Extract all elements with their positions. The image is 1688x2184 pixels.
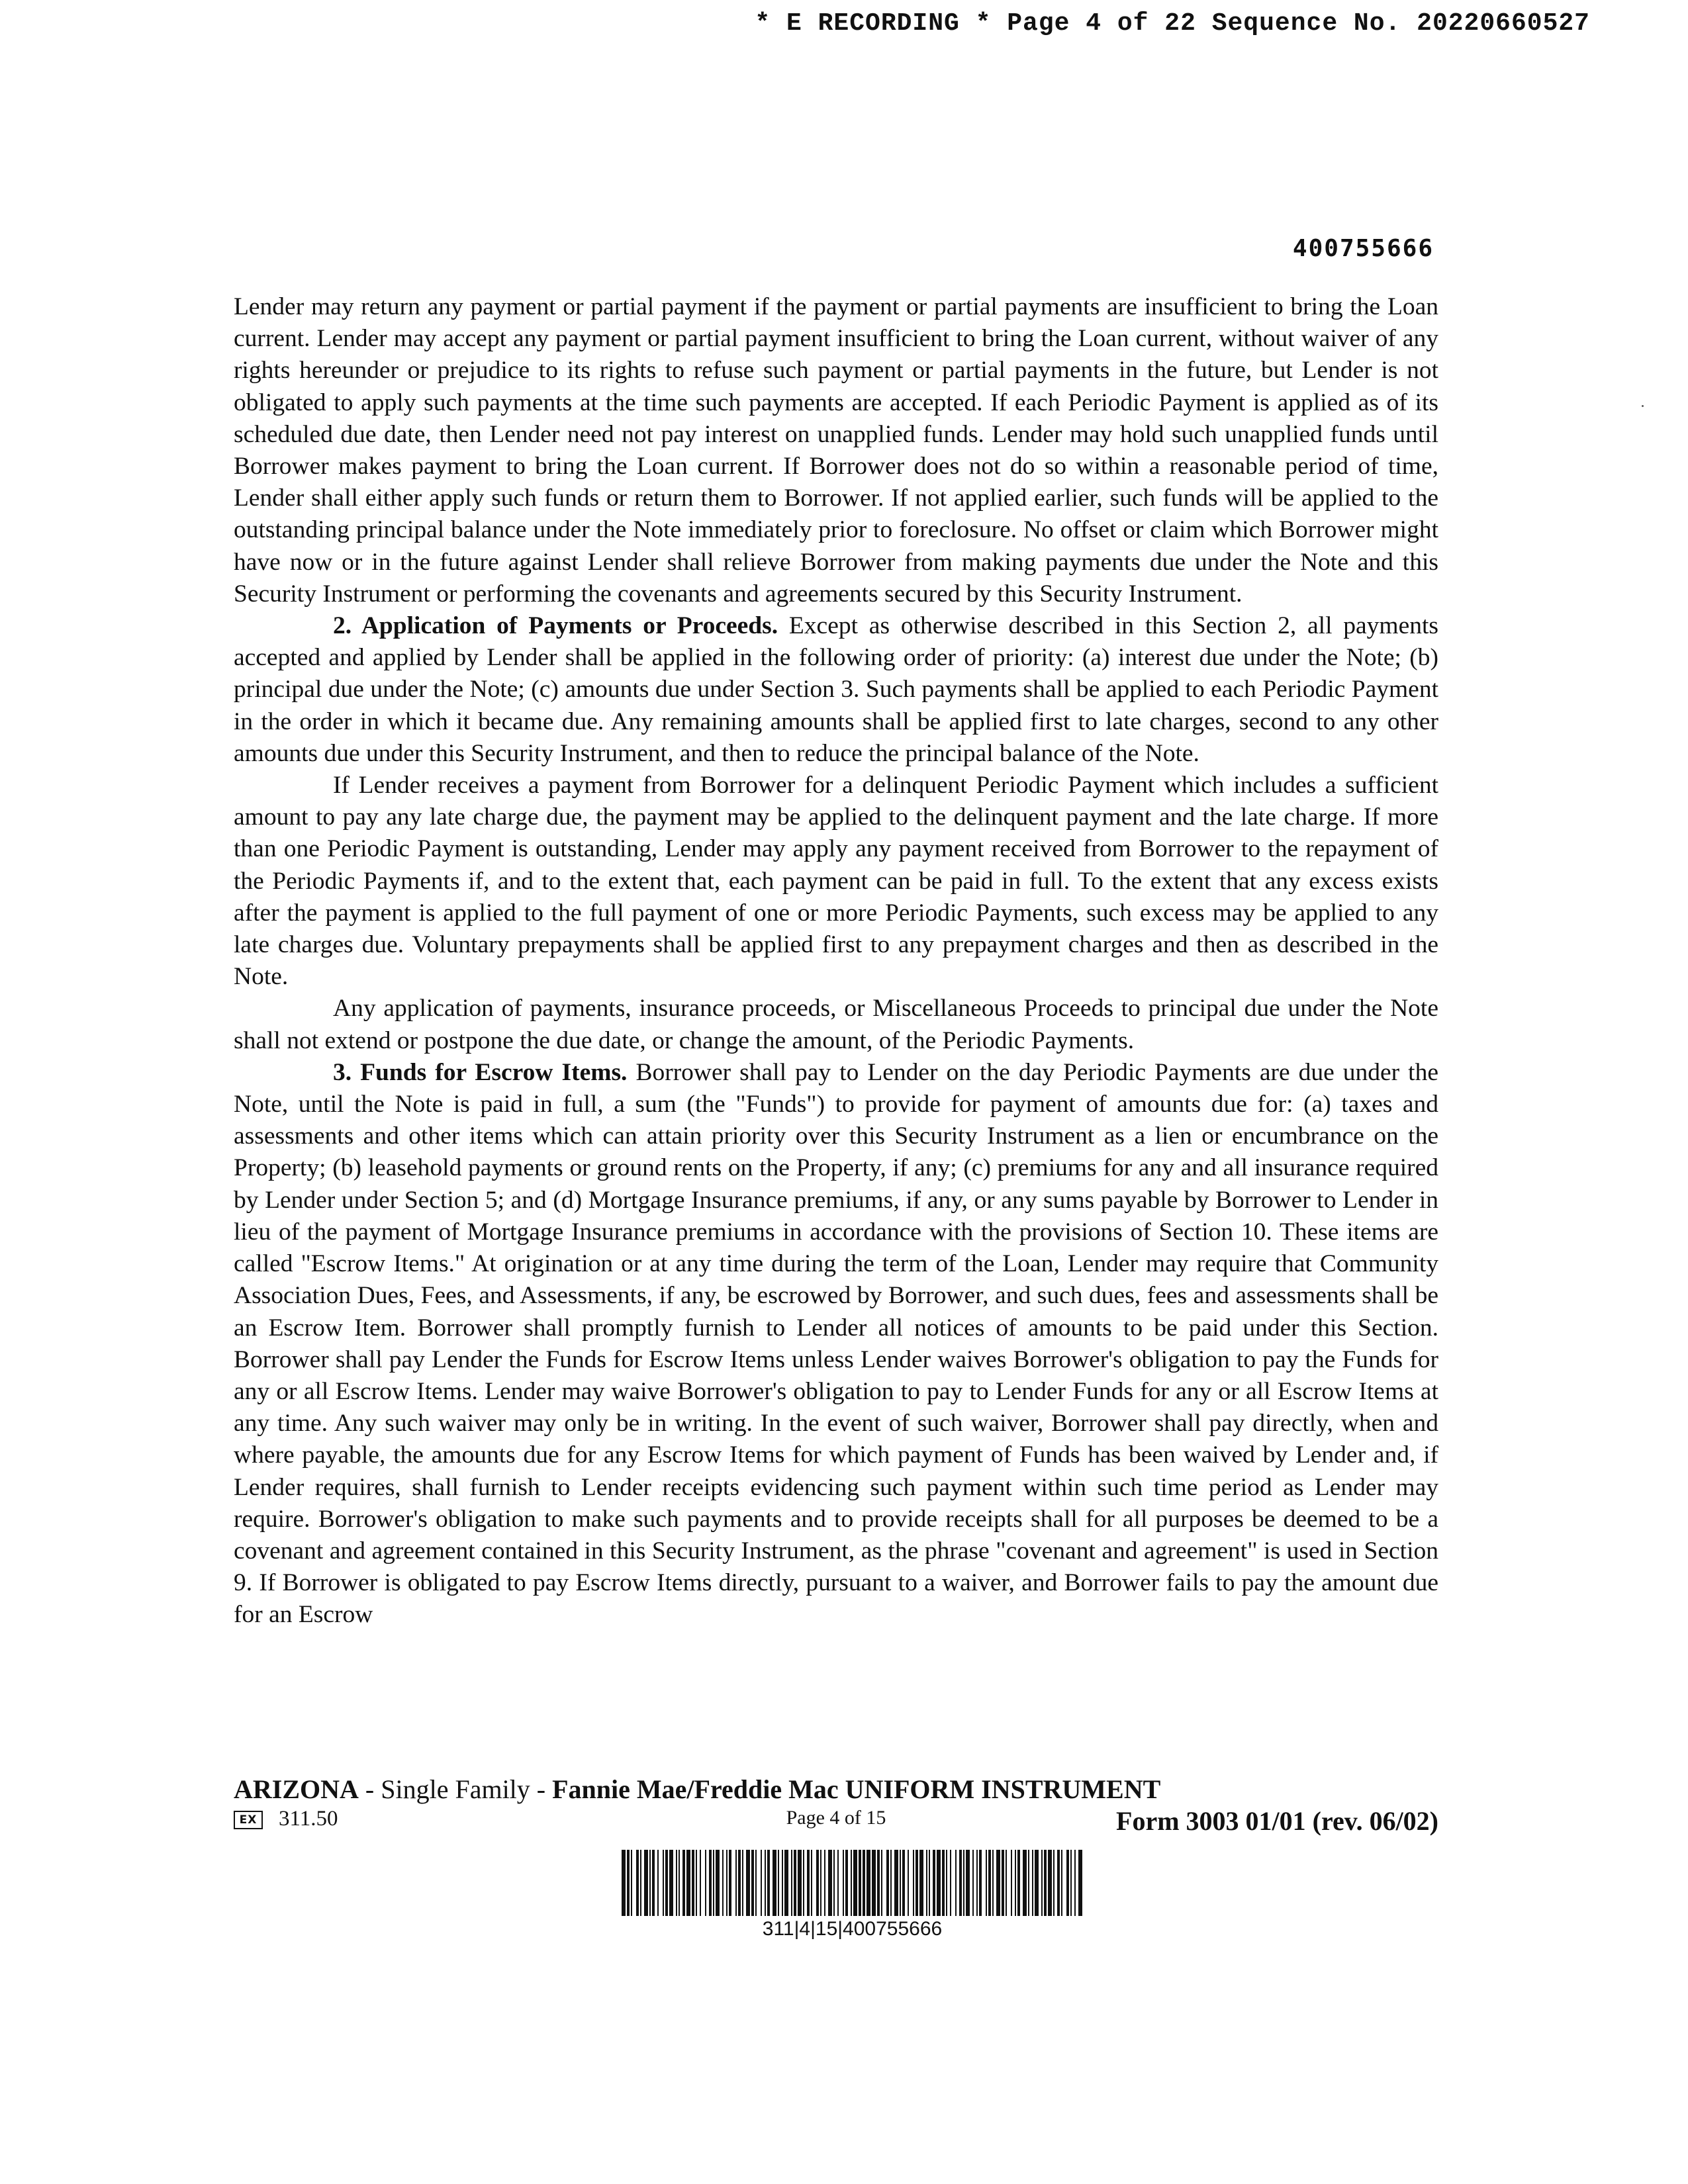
paragraph-application: Any application of payments, insurance proceeds, or Miscellaneous Proceeds to principal due under the Note shall not extend or postpone the due date, or change the amount, of the Periodic Payments. xyxy=(234,995,1438,1054)
page-number: Page 4 of 15 xyxy=(786,1807,886,1829)
barcode-bar xyxy=(649,1850,651,1916)
barcode-bar xyxy=(722,1850,724,1916)
barcode-bar xyxy=(845,1850,848,1916)
barcode-bar xyxy=(746,1850,750,1916)
barcode-caption: 311|4|15|400755666 xyxy=(762,1918,943,1940)
barcode-bar xyxy=(833,1850,835,1916)
barcode-bar xyxy=(631,1850,632,1916)
barcode-bar xyxy=(622,1850,626,1916)
barcode-bar xyxy=(1066,1850,1069,1916)
barcode-bar xyxy=(1015,1850,1016,1916)
barcode-bar xyxy=(828,1850,832,1916)
barcode-bar xyxy=(966,1850,970,1916)
barcode-bar xyxy=(863,1850,865,1916)
barcode-bar xyxy=(824,1850,825,1916)
barcode-bar xyxy=(992,1850,994,1916)
barcode-bar xyxy=(665,1850,668,1916)
barcode-bar xyxy=(1002,1850,1004,1916)
barcode-bar xyxy=(929,1850,930,1916)
paragraph-section-2 xyxy=(234,610,1438,770)
barcode-bar xyxy=(886,1850,889,1916)
barcode-bar xyxy=(1044,1850,1047,1916)
barcode-bar xyxy=(1035,1850,1039,1916)
barcode-bar xyxy=(1006,1850,1007,1916)
barcode-bar xyxy=(767,1850,770,1916)
barcode-bar xyxy=(1023,1850,1027,1916)
barcode-bar xyxy=(867,1850,870,1916)
barcode-bar xyxy=(1061,1850,1062,1916)
barcode-icon xyxy=(619,1850,1086,1916)
barcode-bar xyxy=(1053,1850,1055,1916)
barcode-bar xyxy=(946,1850,947,1916)
barcode-bar xyxy=(986,1850,987,1916)
barcode-bar xyxy=(816,1850,819,1916)
barcode-bar xyxy=(881,1850,882,1916)
document-body xyxy=(234,291,1438,1631)
barcode-bar xyxy=(742,1850,743,1916)
barcode-bar xyxy=(853,1850,857,1916)
barcode-bar xyxy=(735,1850,737,1916)
barcode-bar xyxy=(636,1850,639,1916)
barcode-bar xyxy=(959,1850,962,1916)
footer-state: ARIZONA xyxy=(234,1774,359,1804)
barcode-bar xyxy=(1041,1850,1043,1916)
barcode-bar xyxy=(755,1850,757,1916)
barcode-bar xyxy=(713,1850,714,1916)
barcode-bar xyxy=(791,1850,792,1916)
barcode-bar xyxy=(1078,1850,1082,1916)
barcode-bar xyxy=(877,1850,880,1916)
barcode-bar xyxy=(890,1850,892,1916)
section-2-text: Except as otherwise described in this Section 2, all payments accepted and applied by Lender shall be applied in the following order of priority: (a) interest due under the Note; (b) principal due under the Note; (c) amounts due under Section 3. Such payments shall be applied to each Periodic Payment in the order in which it became due. Any remaining amounts shall be applied first to late charges, second to any other amounts due under this Security Instrument, and then to reduce the principal balance of the Note. xyxy=(234,612,1438,767)
section-3-title: 3. Funds for Escrow Items. xyxy=(333,1058,628,1086)
barcode-bar xyxy=(657,1850,659,1916)
barcode-bar xyxy=(820,1850,821,1916)
barcode-bar xyxy=(837,1850,839,1916)
barcode-bar xyxy=(782,1850,783,1916)
barcode-bar xyxy=(663,1850,664,1916)
barcode-bar xyxy=(709,1850,712,1916)
form-code: 311.50 xyxy=(279,1807,338,1831)
barcode-bar xyxy=(761,1850,762,1916)
barcode-bar xyxy=(950,1850,951,1916)
barcode-bar xyxy=(933,1850,935,1916)
barcode-bar xyxy=(803,1850,804,1916)
barcode-bar xyxy=(700,1850,701,1916)
barcode-bar xyxy=(972,1850,974,1916)
loan-number: 400755666 xyxy=(1292,235,1434,262)
barcode-bar xyxy=(894,1850,898,1916)
barcode-bar xyxy=(682,1850,685,1916)
barcode-bar xyxy=(652,1850,655,1916)
footer-instrument: Fannie Mae/Freddie Mac UNIFORM INSTRUMENT xyxy=(552,1774,1161,1804)
footer-form-line xyxy=(234,1805,1438,1837)
barcode-bar xyxy=(784,1850,788,1916)
barcode-bar xyxy=(794,1850,796,1916)
barcode-bar xyxy=(1048,1850,1052,1916)
barcode-bar xyxy=(900,1850,901,1916)
barcode-bar xyxy=(738,1850,741,1916)
barcode-bar xyxy=(976,1850,978,1916)
barcode-bar xyxy=(773,1850,776,1916)
barcode-bar xyxy=(872,1850,876,1916)
paragraph-delinquent-payment: If Lender receives a payment from Borrower for a delinquent Periodic Payment which includes a sufficient amount to pay any late charge due, the payment may be applied to the delinquent payment and the late charge. If more than one Periodic Payment is outstanding, Lender may apply any payment received from Borrower to the repayment of the Periodic Payments if, and to the extent that, each payment can be paid in full. To the extent that any excess exists after the payment is applied to the full payment of one or more Periodic Payments, such excess may be applied to any late charges due. Voluntary prepayments shall be applied first to any prepayment charges and then as described in the Note. xyxy=(234,772,1438,991)
barcode-bar xyxy=(979,1850,982,1916)
barcode-bar xyxy=(644,1850,648,1916)
barcode-bar xyxy=(729,1850,731,1916)
barcode-bar xyxy=(696,1850,697,1916)
paragraph-section-3 xyxy=(234,1057,1438,1631)
barcode-bar xyxy=(902,1850,905,1916)
barcode-bar xyxy=(942,1850,945,1916)
barcode-bar xyxy=(778,1850,779,1916)
barcode-bar xyxy=(669,1850,673,1916)
barcode-bar xyxy=(716,1850,720,1916)
barcode-bar xyxy=(807,1850,810,1916)
barcode-bar xyxy=(765,1850,766,1916)
barcode-bar xyxy=(908,1850,909,1916)
barcode-bar xyxy=(1017,1850,1020,1916)
barcode-bar xyxy=(1074,1850,1076,1916)
barcode-bar xyxy=(859,1850,861,1916)
section-3-text: Borrower shall pay to Lender on the day Periodic Payments are due under the Note, until the Note is paid in full, a sum (the "Funds") to provide for payment of amounts due for: (a) taxes and assessments and other items which can attain priority over this Security Instrument as a lien or encumbrance on the Property; (b) leasehold payments or ground rents on the Property, if any; (c) premiums for any and all insurance required by Lender under Section 5; and (d) Mortgage Insurance premiums, if any, or any sums payable by Borrower to Lender in lieu of the payment of Mortgage Insurance premiums in accordance with the provisions of Section 10. These items are called "Escrow Items." At origination or at any time during the term of the Loan, Lender may require that Community Association Dues, Fees, and Assessments, if any, be escrowed by Borrower, and such dues, fees and assessments shall be an Escrow Item. Borrower shall promptly furnish to Lender all notices of amounts to be paid under this Section. Borrower shall pay Lender the Funds for Escrow Items unless Lender waives Borrower's obligation to pay the Funds for any or all Escrow Items. Lender may waive Borrower's obligation to pay to Lender Funds for any or all Escrow Items at any time. Any such waiver may only be in writing. In the event of such waiver, Borrower shall pay directly, when and where payable, the amounts due for any Escrow Items for which payment of Funds has been waived by Lender and, if Lender requires, shall furnish to Lender receipts evidencing such payment within such time period as Lender may require. Borrower's obligation to make such payments and to provide receipts shall for all purposes be deemed to be a covenant and agreement contained in this Security Instrument, as the phrase "covenant and agreement" is used in Section 9. If Borrower is obligated to pay Escrow Items directly, pursuant to a waiver, and Borrower fails to pay the amount due for an Escrow xyxy=(234,1058,1438,1629)
barcode-bar xyxy=(1028,1850,1029,1916)
barcode-bar xyxy=(919,1850,923,1916)
barcode-bar xyxy=(798,1850,802,1916)
barcode-bar xyxy=(963,1850,964,1916)
barcode-bar xyxy=(1032,1850,1033,1916)
barcode-bar xyxy=(1070,1850,1072,1916)
barcode-bar xyxy=(676,1850,677,1916)
barcode-bar xyxy=(640,1850,641,1916)
paragraph-continuation: Lender may return any payment or partial payment if the payment or partial payments are insufficient to bring the Loan current. Lender may accept any payment or partial payment insufficient to bring the Loan current, without waiver of any rights hereunder or prejudice to its rights to refuse such payment or partial payments in the future, but Lender is not obligated to apply such payments at the time such payments are accepted. If each Periodic Payment is applied as of its scheduled due date, then Lender need not pay interest on unapplied funds. Lender may hold such unapplied funds until Borrower makes payment to bring the Loan current. If Borrower does not do so within a reasonable period of time, Lender shall either apply such funds or return them to Borrower. If not applied earlier, such funds will be applied to the outstanding principal balance under the Note immediately prior to foreclosure. No offset or claim which Borrower might have now or in the future against Lender shall relieve Borrower from making payments due under the Note and this Security Instrument or performing the covenants and agreements secured by this Security Instrument. xyxy=(234,293,1438,608)
barcode-bar xyxy=(686,1850,690,1916)
barcode-bar xyxy=(705,1850,706,1916)
recording-header: * E RECORDING * Page 4 of 22 Sequence No. 20220660527 xyxy=(755,9,1590,38)
barcode-bar xyxy=(627,1850,630,1916)
barcode-bar xyxy=(679,1850,680,1916)
footer-separator: - Single Family - xyxy=(358,1774,553,1804)
scan-speck xyxy=(1642,405,1644,407)
barcode-bar xyxy=(751,1850,754,1916)
barcode-bar xyxy=(811,1850,812,1916)
barcode-bar xyxy=(937,1850,941,1916)
barcode-bar xyxy=(913,1850,914,1916)
barcode-bar xyxy=(926,1850,927,1916)
barcode-bar xyxy=(692,1850,694,1916)
barcode-bar xyxy=(726,1850,727,1916)
footer-instrument-title xyxy=(234,1774,1160,1805)
barcode-bar xyxy=(996,1850,1000,1916)
barcode-bar xyxy=(915,1850,918,1916)
barcode-bar xyxy=(1057,1850,1060,1916)
section-2-title: 2. Application of Payments or Proceeds. xyxy=(333,612,778,640)
barcode-bar xyxy=(851,1850,852,1916)
form-identifier: Form 3003 01/01 (rev. 06/02) xyxy=(1116,1806,1438,1836)
barcode-bar xyxy=(955,1850,957,1916)
barcode-bar xyxy=(843,1850,844,1916)
form-logo-icon: EX xyxy=(234,1811,263,1829)
barcode-bar xyxy=(1011,1850,1012,1916)
barcode-bar xyxy=(988,1850,991,1916)
